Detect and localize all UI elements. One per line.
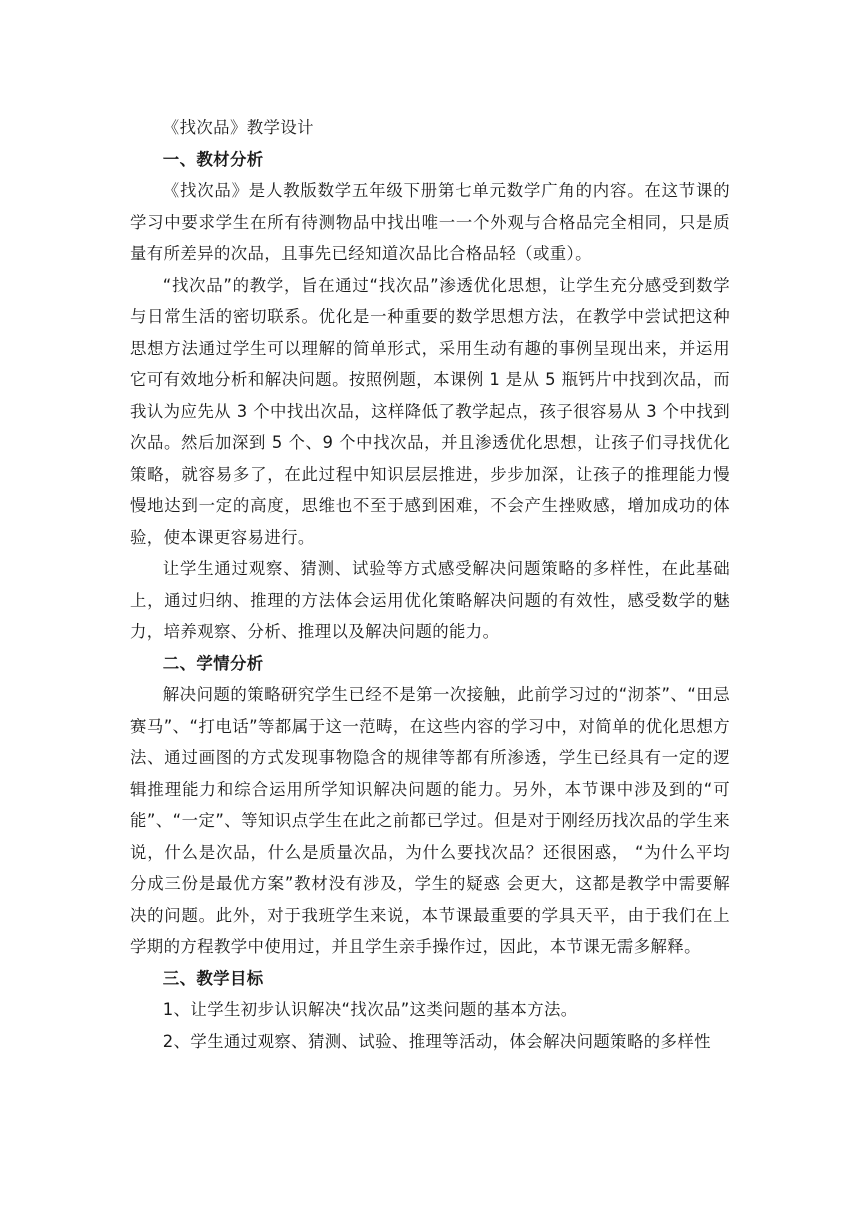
paragraph: 解决问题的策略研究学生已经不是第一次接触，此前学习过的“沏茶”、“田忌赛马”、“打电话”等都属于这一范畴，在这些内容的学习中，对简单的优化思想方法、通过画图的方式发现事物隐含的规律等都有所渗透，学生已经具有一定的逻辑推理能力和综合运用所学知识解决问题的能力。另外，本节课中涉及到的“可能”、“一定”、等知识点学生在此之前都已学过。但是对于刚经历找次品的学生来说，什么是次品，什么是质量次品，为什么要找次品？还很困惑， “为什么平均分成三份是最优方案”教材没有涉及，学生的疑惑 会更大，这都是教学中需要解决的问题。此外，对于我班学生来说，本节课最重要的学具天平，由于我们在上学期的方程教学中使用过，并且学生亲手操作过，因此，本节课无需多解释。	[130, 685, 730, 956]
goal-item: 2、学生通过观察、猜测、试验、推理等活动，体会解决问题策略的多样性	[162, 1031, 711, 1051]
paragraph: 《找次品》是人教版数学五年级下册第七单元数学广角的内容。在这节课的学习中要求学生在所有待测物品中找出唯一一个外观与合格品完全相同，只是质量有所差异的次品，且事先已经知道次品比合格品轻（或重）。	[130, 181, 730, 263]
paragraph: “找次品”的教学，旨在通过“找次品”渗透优化思想，让学生充分感受到数学与日常生活的密切联系。优化是一种重要的数学思想方法，在教学中尝试把这种思想方法通过学生可以理解的简单形式，采用生动有趣的事例呈现出来，并运用它可有效地分析和解决问题。按照例题，本课例 1 是从 5 瓶钙片中找到次品，而我认为应先从 3 个中找出次品，这样降低了教学起点，孩子很容易从 3 个中找到次品。然后加深到 5 个、9 个中找次品，并且渗透优化思想，让孩子们寻找优化策略，就容易多了，在此过程中知识层层推进，步步加深，让孩子的推理能力慢慢地达到一定的高度，思维也不至于感到困难，不会产生挫败感，增加成功的体验，使本课更容易进行。	[130, 275, 730, 547]
document-title: 《找次品》教学设计	[162, 118, 314, 137]
section-heading-student-analysis: 二、学情分析	[162, 653, 264, 673]
section-heading-textbook-analysis: 一、教材分析	[162, 149, 264, 169]
paragraph: 让学生通过观察、猜测、试验等方式感受解决问题策略的多样性，在此基础上，通过归纳、推理的方法体会运用优化策略解决问题的有效性，感受数学的魅力，培养观察、分析、推理以及解决问题的能力。	[130, 559, 730, 641]
section-heading-teaching-goals: 三、教学目标	[162, 968, 264, 988]
goal-item: 1、让学生初步认识解决“找次品”这类问题的基本方法。	[162, 1000, 578, 1019]
document-body	[130, 112, 730, 1057]
